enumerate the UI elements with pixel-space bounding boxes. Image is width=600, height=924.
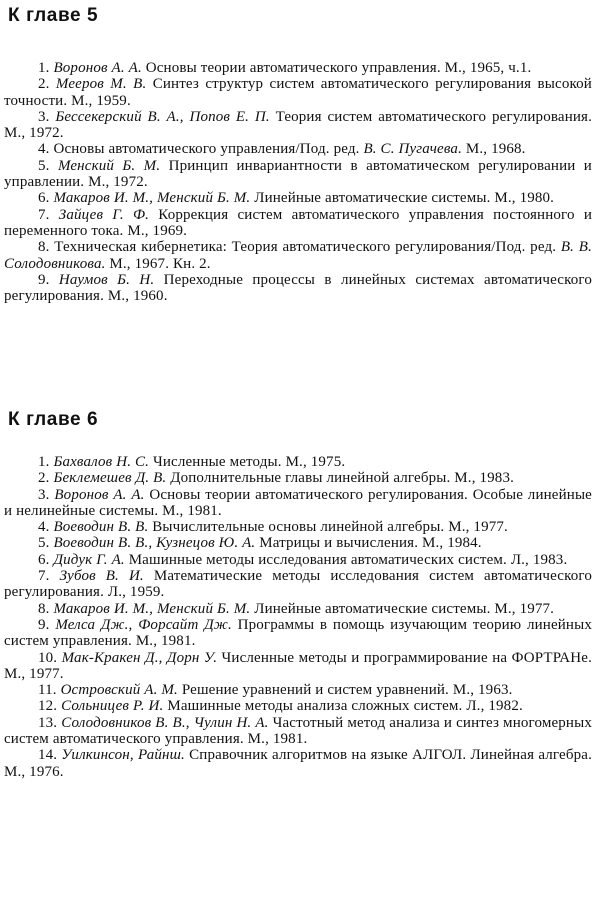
reference-item (0, 650, 592, 683)
reference-authors: Дидук Г. А. (53, 551, 125, 568)
section-heading-chapter-5: К главе 5 (8, 5, 99, 26)
reference-authors: Воронов А. А. (54, 486, 145, 503)
reference-title: Программы в помощь изучающим теорию линейных систем управления. М., 1981. (4, 616, 592, 650)
reference-number: 1. (38, 60, 50, 76)
reference-number: 14. (38, 747, 58, 764)
reference-item (0, 617, 592, 650)
reference-title: Линейные автоматические системы. М., 1977. (250, 600, 555, 617)
reference-authors: Менский Б. М. (57, 157, 161, 174)
reference-item (0, 682, 592, 698)
reference-item (0, 109, 592, 142)
reference-item (0, 272, 592, 305)
reference-number: 6. (38, 190, 50, 207)
reference-title: Матрицы и вычисления. М., 1984. (255, 535, 482, 552)
reference-authors: Наумов Б. Н. (58, 271, 155, 288)
reference-item (0, 715, 592, 748)
reference-item (0, 76, 592, 109)
reference-item (0, 207, 592, 240)
reference-title: Синтез структур систем автоматического регулирования высокой точности. М., 1959. (4, 76, 592, 109)
reference-authors: Макаров И. М., Менский Б. М. (53, 190, 251, 207)
reference-number: 3. (38, 486, 50, 503)
reference-number: 3. (38, 108, 50, 125)
reference-list-chapter-6 (0, 454, 592, 780)
reference-number: 5. (38, 535, 50, 552)
reference-title: Машинные методы исследования автоматических систем. Л., 1983. (124, 551, 568, 568)
reference-title: Численные методы. М., 1975. (149, 454, 346, 470)
reference-item (0, 239, 592, 272)
reference-title: Основы теории автоматического регулирования. Особые линейные и нелинейные системы. М., 1981. (4, 486, 592, 519)
reference-authors: Беклемешев Д. В. (53, 470, 167, 487)
reference-item (0, 552, 592, 568)
reference-authors: Воеводин В. В. (53, 519, 149, 536)
reference-number: 2. (38, 470, 50, 487)
reference-list-chapter-5 (0, 60, 592, 304)
reference-title: Основы автоматического управления/Под. ред. (53, 141, 364, 158)
reference-authors: Бахвалов Н. С. (53, 454, 150, 470)
reference-number: 9. (38, 616, 50, 633)
reference-title: Численные методы и программирование на ФОРТРАНе. М., 1977. (4, 649, 592, 682)
reference-authors: Зайцев Г. Ф. (58, 206, 150, 223)
reference-item (0, 747, 592, 780)
reference-item (0, 519, 592, 535)
reference-authors: Бессекерский В. А., Попов Е. П. (55, 108, 270, 125)
reference-number: 11. (38, 682, 57, 699)
section-heading-chapter-6: К главе 6 (8, 409, 99, 430)
reference-number: 5. (38, 157, 50, 174)
reference-authors: Мееров М. В. (55, 76, 147, 93)
reference-item (0, 470, 592, 486)
reference-number: 2. (38, 76, 50, 93)
reference-title: Частотный метод анализа и синтез многомерных систем автоматического управления. М., 1981. (4, 714, 592, 748)
reference-item (0, 698, 592, 714)
reference-number: 4. (38, 519, 50, 536)
reference-authors: Воеводин В. В., Кузнецов Ю. А. (53, 535, 256, 552)
reference-title: Переходные процессы в линейных системах автоматического регулирования. М., 1960. (4, 271, 592, 305)
reference-authors: Сольницев Р. И. (61, 698, 164, 715)
reference-item (0, 601, 592, 617)
reference-item (0, 190, 592, 206)
reference-number: 13. (38, 714, 58, 731)
reference-number: 12. (38, 698, 58, 715)
reference-item (0, 158, 592, 191)
reference-authors: Макаров И. М., Менский Б. М. (53, 600, 251, 617)
reference-item (0, 535, 592, 551)
reference-authors: Воронов А. А. (53, 60, 142, 76)
reference-number: 10. (38, 649, 58, 666)
reference-authors: Островский А. М. (60, 682, 178, 699)
reference-imprint: М., 1968. (461, 141, 526, 158)
reference-title: Справочник алгоритмов на языке АЛГОЛ. Линейная алгебра. М., 1976. (4, 747, 592, 780)
reference-number: 6. (38, 551, 50, 568)
reference-number: 9. (38, 271, 50, 288)
reference-title: Дополнительные главы линейной алгебры. М., 1983. (166, 470, 514, 487)
reference-authors: Мелса Дж., Форсайт Дж. (55, 616, 232, 633)
reference-number: 1. (38, 454, 50, 470)
reference-title: Принцип инвариантности в автоматическом регулировании и управлении. М., 1972. (4, 157, 592, 191)
reference-title: Машинные методы анализа сложных систем. Л., 1982. (163, 698, 523, 715)
reference-title: Теория систем автоматического регулирования. М., 1972. (4, 108, 593, 142)
reference-item (0, 454, 592, 470)
reference-editor: В. С. Пугачева. (363, 141, 462, 158)
reference-editor: В. В. Солодовникова. (4, 239, 592, 272)
reference-number: 8. (38, 600, 50, 617)
reference-authors: Зубов В. И. (59, 568, 144, 585)
reference-item (0, 487, 592, 520)
reference-number: 7. (38, 568, 50, 585)
reference-item (0, 60, 592, 76)
reference-number: 7. (38, 206, 50, 223)
reference-number: 4. (38, 141, 50, 158)
reference-authors: Солодовников В. В., Чулин Н. А. (61, 714, 269, 731)
reference-title: Техническая кибернетика: Теория автоматического регулирования/Под. ред. (54, 239, 561, 256)
reference-title: Решение уравнений и систем уравнений. М., 1963. (177, 682, 513, 699)
reference-title: Основы теории автоматического управления. М., 1965, ч.1. (141, 60, 532, 76)
reference-title: Математические методы исследования систем автоматического регулирования. Л., 1959. (4, 568, 592, 601)
reference-title: Коррекция систем автоматического управления постоянного и переменного тока. М., 1969. (4, 206, 593, 239)
reference-imprint: М., 1967. Кн. 2. (105, 255, 211, 272)
reference-title: Линейные автоматические системы. М., 1980. (250, 190, 555, 207)
reference-authors: Мак-Кракен Д., Дорн У. (61, 649, 218, 666)
reference-item (0, 568, 592, 601)
reference-number: 8. (38, 239, 50, 256)
reference-authors: Уилкинсон, Райнш. (61, 747, 185, 764)
reference-title: Вычислительные основы линейной алгебры. М., 1977. (148, 519, 508, 536)
reference-item (0, 141, 592, 157)
